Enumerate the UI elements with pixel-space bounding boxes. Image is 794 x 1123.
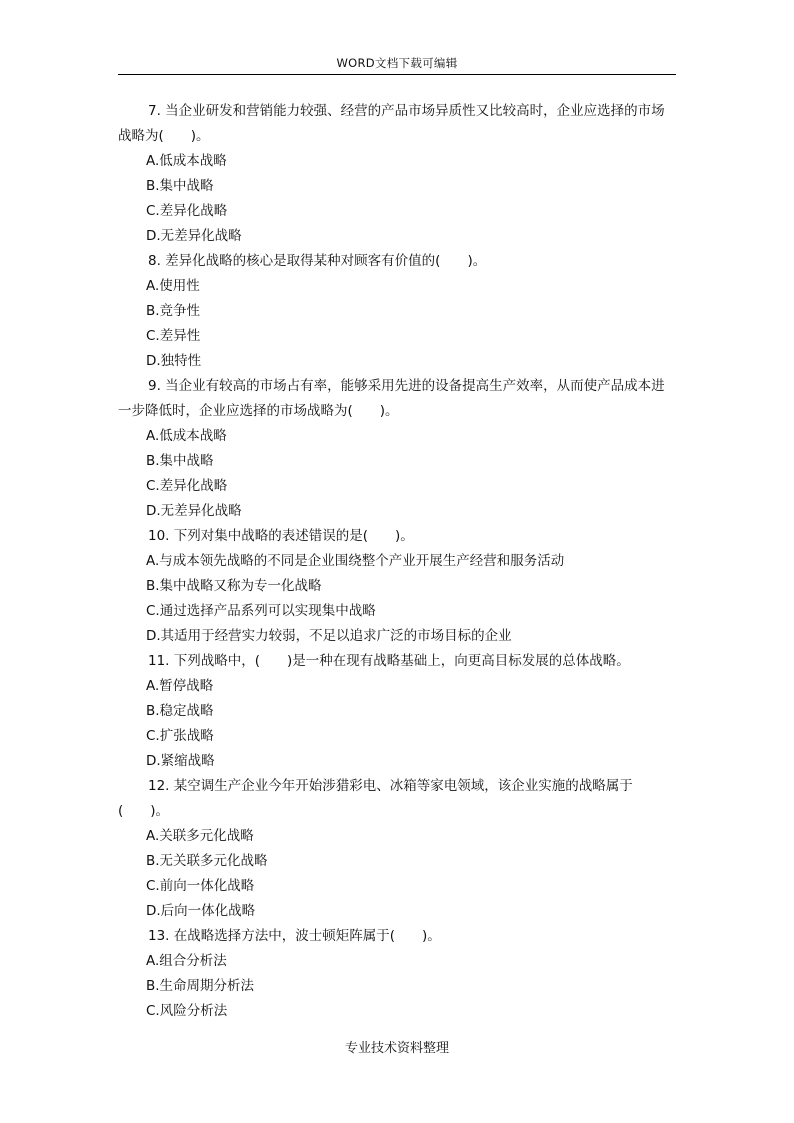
page-header: WORD文档下载可编辑: [118, 56, 676, 75]
question-stem: 10. 下列对集中战略的表述错误的是( )。: [148, 528, 414, 544]
option-item: C.差异化战略: [146, 203, 228, 219]
option-item: D.后向一体化战略: [146, 903, 256, 919]
option-item: D.无差异化战略: [146, 228, 242, 244]
option-item: C.差异性: [146, 328, 201, 344]
option-item: B.无关联多元化战略: [146, 853, 268, 869]
option-item: B.集中战略: [146, 178, 214, 194]
option-item: C.风险分析法: [146, 1003, 228, 1019]
option-item: A.暂停战略: [146, 678, 214, 694]
option-item: D.独特性: [146, 353, 202, 369]
option-item: A.低成本战略: [146, 153, 227, 169]
option-item: B.集中战略: [146, 453, 214, 469]
option-item: A.组合分析法: [146, 953, 227, 969]
option-item: B.集中战略又称为专一化战略: [146, 578, 322, 594]
option-item: C.通过选择产品系列可以实现集中战略: [146, 603, 376, 619]
question-stem: 13. 在战略选择方法中，波士顿矩阵属于( )。: [148, 928, 441, 944]
option-item: A.使用性: [146, 278, 200, 294]
page-footer: 专业技术资料整理: [344, 1041, 449, 1056]
question-stem: 7. 当企业研发和营销能力较强、经营的产品市场异质性又比较高时，企业应选择的市场战略为( )。: [118, 103, 665, 144]
question-list: [118, 99, 678, 1024]
option-item: C.前向一体化战略: [146, 878, 255, 894]
option-item: B.生命周期分析法: [146, 978, 255, 994]
question-stem: 9. 当企业有较高的市场占有率，能够采用先进的设备提高生产效率，从而使产品成本进一步降低时，企业应选择的市场战略为( )。: [118, 378, 665, 419]
question-stem: 12. 某空调生产企业今年开始涉猎彩电、冰箱等家电领域，该企业实施的战略属于( )。: [118, 778, 633, 819]
question-stem: 11. 下列战略中，( )是一种在现有战略基础上，向更高目标发展的总体战略。: [148, 653, 630, 669]
option-item: C.扩张战略: [146, 728, 214, 744]
option-item: A.低成本战略: [146, 428, 227, 444]
option-item: A.与成本领先战略的不同是企业围绕整个产业开展生产经营和服务活动: [146, 553, 565, 569]
option-item: D.其适用于经营实力较弱，不足以追求广泛的市场目标的企业: [146, 628, 512, 644]
option-item: B.稳定战略: [146, 703, 214, 719]
option-item: D.紧缩战略: [146, 753, 215, 769]
option-item: A.关联多元化战略: [146, 828, 254, 844]
question-stem: 8. 差异化战略的核心是取得某种对顾客有价值的( )。: [148, 253, 487, 269]
option-item: B.竞争性: [146, 303, 201, 319]
option-item: D.无差异化战略: [146, 503, 242, 519]
option-item: C.差异化战略: [146, 478, 228, 494]
